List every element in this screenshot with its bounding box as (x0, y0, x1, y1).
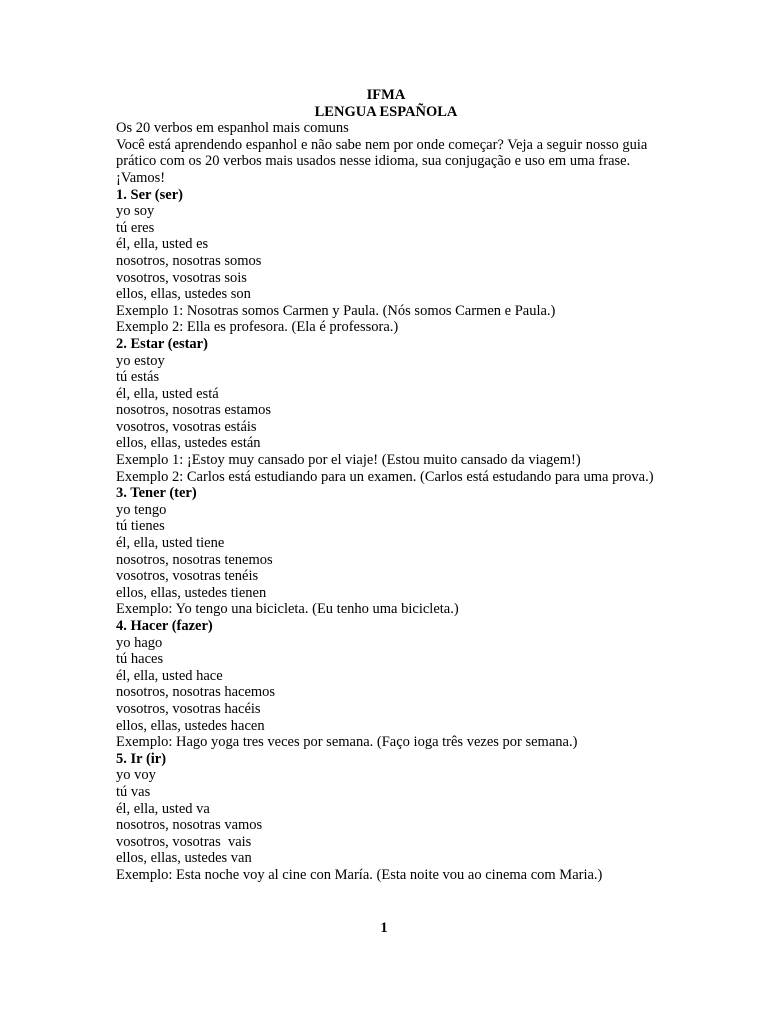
verb-heading: 3. Tener (ter) (116, 485, 197, 502)
verb-heading: 1. Ser (ser) (116, 186, 183, 203)
conjugation-line: ellos, ellas, ustedes son (116, 286, 251, 303)
verb-heading: 2. Estar (estar) (116, 335, 208, 352)
conjugation-line: nosotros, nosotras vamos (116, 817, 263, 834)
verb-heading: 5. Ir (ir) (116, 750, 167, 767)
example-sentence: Exemplo 1: ¡Estoy muy cansado por el viaje! (Estou muito cansado da viagem!) (116, 452, 581, 469)
conjugation-line: ellos, ellas, ustedes están (116, 435, 261, 452)
conjugation-line: vosotros, vosotras vais (116, 833, 252, 850)
example-sentence: Exemplo: Yo tengo una bicicleta. (Eu tenho uma bicicleta.) (116, 601, 459, 618)
conjugation-line: vosotros, vosotras sois (116, 269, 247, 286)
conjugation-line: él, ella, usted es (116, 236, 209, 253)
page-number: 1 (380, 920, 388, 936)
conjugation-line: tú estás (116, 369, 160, 386)
conjugation-line: vosotros, vosotras tenéis (116, 568, 259, 585)
example-sentence: Exemplo: Hago yoga tres veces por semana. (Faço ioga três vezes por semana.) (116, 734, 578, 751)
intro-paragraph: Você está aprendendo espanhol e não sabe nem por onde começar? Veja a seguir nosso guia prático com os 20 verbos mais usados nesse idioma, sua conjugação e uso em uma frase. ¡Vamos! (116, 136, 648, 186)
conjugation-line: él, ella, usted va (116, 800, 210, 817)
conjugation-line: yo voy (116, 767, 156, 784)
verb-section-hacer (116, 618, 656, 751)
conjugation-line: yo hago (116, 634, 163, 651)
conjugation-line: nosotros, nosotras tenemos (116, 551, 273, 568)
verb-section-estar (116, 336, 656, 485)
conjugation-line: ellos, ellas, ustedes tienen (116, 584, 267, 601)
verb-section-ir (116, 751, 656, 884)
example-sentence: Exemplo 1: Nosotras somos Carmen y Paula. (Nós somos Carmen e Paula.) (116, 302, 556, 319)
conjugation-line: él, ella, usted está (116, 385, 219, 402)
example-sentence: Exemplo: Esta noche voy al cine con María. (Esta noite vou ao cinema com Maria.) (116, 866, 603, 883)
conjugation-line: tú tienes (116, 518, 165, 535)
intro-subtitle: Os 20 verbos em espanhol mais comuns (116, 120, 349, 137)
conjugation-line: ellos, ellas, ustedes hacen (116, 717, 265, 734)
conjugation-line: tú haces (116, 651, 164, 668)
conjugation-line: vosotros, vosotras estáis (116, 418, 257, 435)
document-body (116, 87, 656, 884)
conjugation-line: nosotros, nosotras hacemos (116, 684, 276, 701)
conjugation-line: ellos, ellas, ustedes van (116, 850, 252, 867)
example-sentence: Exemplo 2: Carlos está estudiando para un examen. (Carlos está estudando para uma prova.) (116, 468, 654, 485)
conjugation-line: tú eres (116, 219, 155, 236)
conjugation-line: él, ella, usted tiene (116, 535, 225, 552)
verb-section-tener (116, 485, 656, 618)
conjugation-line: yo tengo (116, 501, 167, 518)
example-sentence: Exemplo 2: Ella es profesora. (Ela é professora.) (116, 319, 399, 336)
verb-heading: 4. Hacer (fazer) (116, 618, 213, 634)
conjugation-line: nosotros, nosotras somos (116, 252, 262, 269)
document-title: IFMA (366, 87, 406, 103)
conjugation-line: tú vas (116, 783, 151, 800)
conjugation-line: yo soy (116, 203, 155, 220)
conjugation-line: yo estoy (116, 352, 165, 369)
conjugation-line: nosotros, nosotras estamos (116, 402, 272, 419)
verb-section-ser (116, 187, 656, 336)
conjugation-line: él, ella, usted hace (116, 667, 223, 684)
document-subtitle: LENGUA ESPAÑOLA (314, 103, 458, 120)
conjugation-line: vosotros, vosotras hacéis (116, 700, 261, 717)
